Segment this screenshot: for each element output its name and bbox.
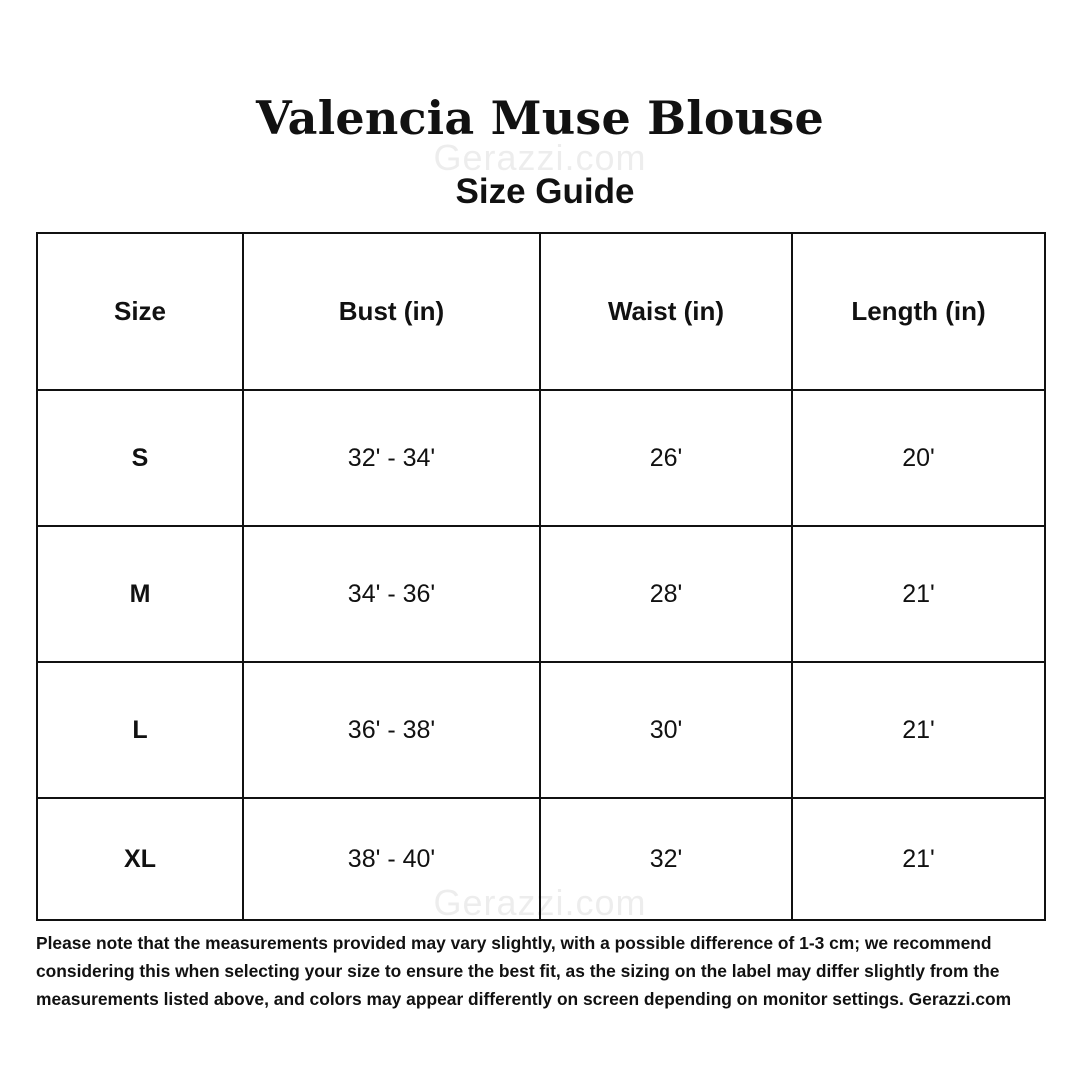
bust-cell: 38' - 40'	[243, 798, 540, 920]
table-row	[37, 662, 1045, 798]
bust-cell: 34' - 36'	[243, 526, 540, 662]
size-cell: L	[37, 662, 243, 798]
size-cell: XL	[37, 798, 243, 920]
header-size: Size	[37, 233, 243, 390]
table-row	[37, 390, 1045, 526]
header-bust: Bust (in)	[243, 233, 540, 390]
waist-cell: 30'	[540, 662, 792, 798]
header-length: Length (in)	[792, 233, 1045, 390]
waist-cell: 32'	[540, 798, 792, 920]
watermark-bottom: Gerazzi.com	[433, 882, 647, 923]
bust-cell: 36' - 38'	[243, 662, 540, 798]
header-waist: Waist (in)	[540, 233, 792, 390]
waist-cell: 28'	[540, 526, 792, 662]
measurement-note	[36, 929, 1066, 1013]
note-line: measurements listed above, and colors may appear differently on screen depending on monitor settings. Gerazzi.com	[36, 989, 1012, 1009]
page-title: Valencia Muse Blouse	[256, 91, 824, 145]
length-cell: 21'	[792, 662, 1045, 798]
watermark-top: Gerazzi.com	[433, 137, 647, 178]
size-cell: M	[37, 526, 243, 662]
size-cell: S	[37, 390, 243, 526]
table-row	[37, 526, 1045, 662]
page-subtitle: Size Guide	[455, 172, 635, 211]
table-header-row	[37, 233, 1045, 390]
length-cell: 21'	[792, 526, 1045, 662]
note-line: considering this when selecting your size to ensure the best fit, as the sizing on the label may differ slightly from the	[36, 961, 1000, 981]
length-cell: 20'	[792, 390, 1045, 526]
size-guide-table	[36, 232, 1046, 921]
bust-cell: 32' - 34'	[243, 390, 540, 526]
length-cell: 21'	[792, 798, 1045, 920]
waist-cell: 26'	[540, 390, 792, 526]
note-line: Please note that the measurements provided may vary slightly, with a possible difference of 1-3 cm; we recommend	[36, 933, 992, 953]
